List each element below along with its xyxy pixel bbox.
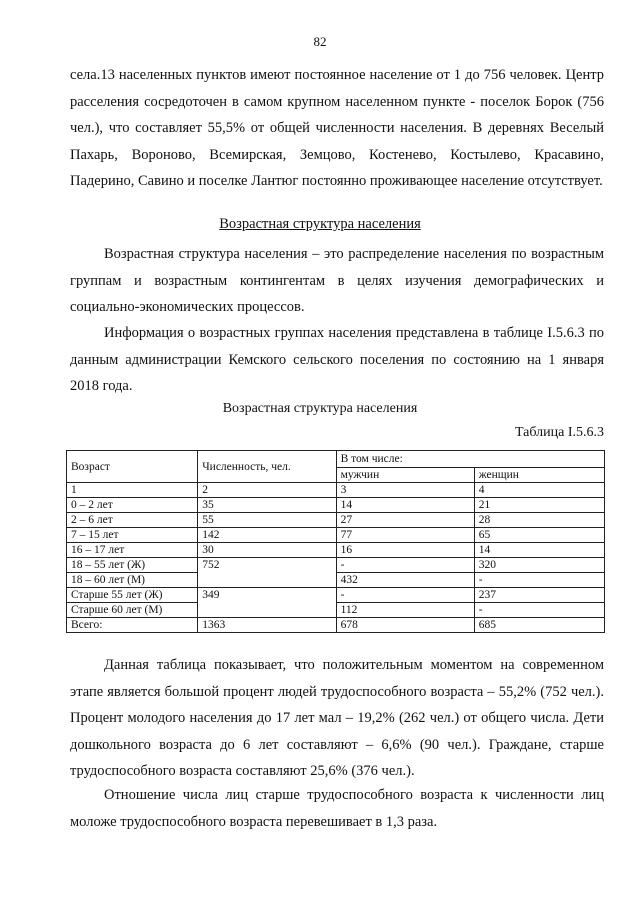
table-cell: 678 <box>336 618 474 633</box>
table-cell: 685 <box>474 618 604 633</box>
table-cell: 27 <box>336 513 474 528</box>
table-cell: 4 <box>474 483 604 498</box>
table-cell: 16 <box>336 543 474 558</box>
table-row <box>67 528 605 543</box>
table-cell: 65 <box>474 528 604 543</box>
table-cell: 18 – 55 лет (Ж) <box>67 558 198 573</box>
table-cell: 55 <box>198 513 336 528</box>
table-title: Возрастная структура населения <box>222 401 418 416</box>
table-numbering-row <box>67 483 605 498</box>
header-including: В том числе: <box>336 451 604 468</box>
table-cell: 14 <box>474 543 604 558</box>
paragraph-table-analysis: Данная таблица показывает, что положительным моментом на современном этапе является большой процент людей трудоспособного возраста – 55,2% (752 чел.). Процент молодого населения до 17 лет мал – 19,2% (262 чел.) от общего числа. Дети дошкольного возраста до 6 лет составляют – 6,6% (90 чел.). Граждане, старше трудоспособного возраста составляют 25,6% (376 чел.). <box>70 657 604 779</box>
table-cell: 237 <box>474 588 604 603</box>
header-men: мужчин <box>336 468 474 483</box>
table-row <box>67 498 605 513</box>
table-cell: 21 <box>474 498 604 513</box>
table-cell: 77 <box>336 528 474 543</box>
table-cell: - <box>474 603 604 618</box>
table-cell: 142 <box>198 528 336 543</box>
table-row <box>67 513 605 528</box>
table-cell: Старше 55 лет (Ж) <box>67 588 198 603</box>
table-cell: - <box>336 588 474 603</box>
table-cell: - <box>336 558 474 573</box>
table-cell: 14 <box>336 498 474 513</box>
table-number: Таблица I.5.6.3 <box>514 425 604 440</box>
table-cell: 0 – 2 лет <box>67 498 198 513</box>
table-row <box>67 558 605 573</box>
age-structure-table <box>66 450 605 633</box>
table-row <box>67 603 605 618</box>
table-cell: 3 <box>336 483 474 498</box>
table-cell: 35 <box>198 498 336 513</box>
table-cell: 1 <box>67 483 198 498</box>
page-number: 82 <box>313 34 327 49</box>
table-cell: 7 – 15 лет <box>67 528 198 543</box>
table-row <box>67 588 605 603</box>
table-cell: 320 <box>474 558 604 573</box>
table-row <box>67 543 605 558</box>
table-cell: 30 <box>198 543 336 558</box>
table-cell: 2 <box>198 483 336 498</box>
paragraph-table-reference: Информация о возрастных группах населения представлена в таблице I.5.6.3 по данным администрации Кемского сельского поселения по состоянию на 1 января 2018 года. <box>70 325 604 394</box>
table-cell: 28 <box>474 513 604 528</box>
table-cell: 1363 <box>198 618 336 633</box>
section-heading: Возрастная структура населения <box>219 216 421 232</box>
table-total-row <box>67 618 605 633</box>
table-cell: 16 – 17 лет <box>67 543 198 558</box>
table-cell: Всего: <box>67 618 198 633</box>
table-cell: 112 <box>336 603 474 618</box>
table-cell: 432 <box>336 573 474 588</box>
table-cell: 18 – 60 лет (М) <box>67 573 198 588</box>
table-cell: Старше 60 лет (М) <box>67 603 198 618</box>
table-cell: - <box>474 573 604 588</box>
table-cell: 752 <box>198 558 336 588</box>
header-women: женщин <box>474 468 604 483</box>
header-age: Возраст <box>67 451 198 483</box>
table-cell: 349 <box>198 588 336 618</box>
paragraph-ratio: Отношение числа лиц старше трудоспособного возраста к численности лиц моложе трудоспособного возраста перевешивает в 1,3 раза. <box>70 787 604 830</box>
table-row <box>67 573 605 588</box>
table-cell: 2 – 6 лет <box>67 513 198 528</box>
paragraph-definition: Возрастная структура населения – это распределение населения по возрастным группам и возрастным контингентам в целях изучения демографических и социально-экономических процессов. <box>70 246 604 315</box>
paragraph-settlements: села.13 населенных пунктов имеют постоянное население от 1 до 756 человек. Центр расселения сосредоточен в самом крупном населенном пункте - поселок Борок (756 чел.), что составляет 55,5% от общей численности населения. В деревнях Веселый Пахарь, Вороново, Всемирская, Земцово, Костенево, Костылево, Красавино, Падерино, Савино и поселке Лантюг постоянно проживающее население отсутствует. <box>70 67 604 189</box>
header-count: Численность, чел. <box>198 451 336 483</box>
